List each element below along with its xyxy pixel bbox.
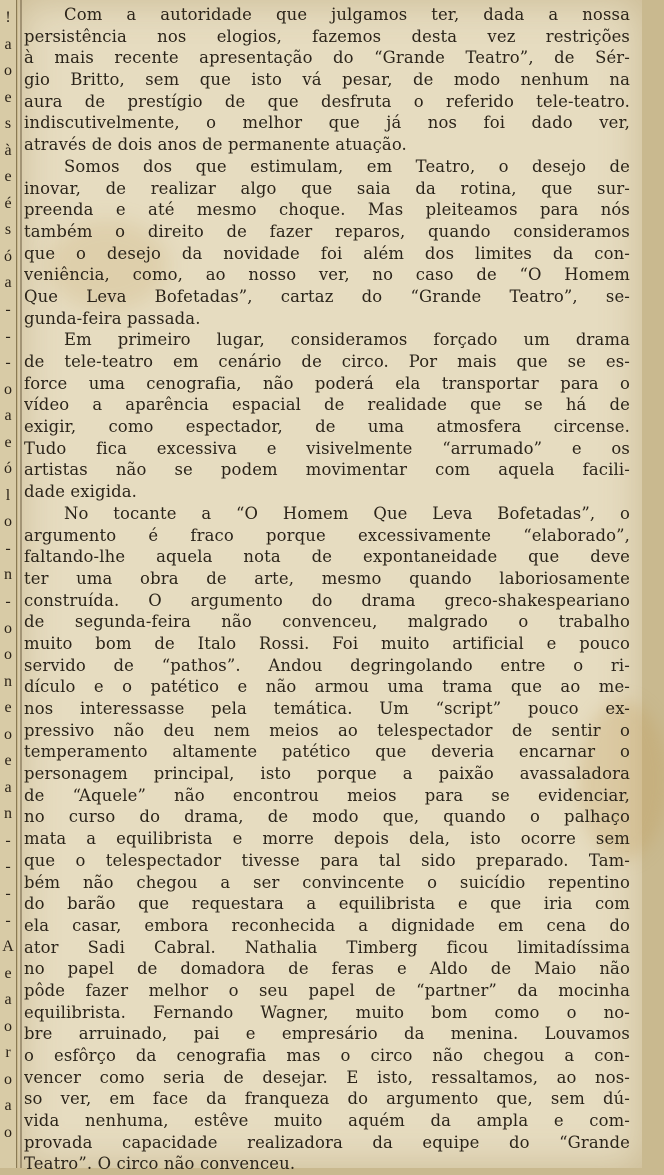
article-line: Que Leva Bofetadas”, cartaz do “Grande Teatro”, se-: [24, 286, 630, 306]
article-line: pressivo não deu nem meios ao telespectador de sentir o: [24, 720, 630, 740]
article-line: Teatro”. O circo não convenceu.: [24, 1154, 296, 1174]
column-fragment-char: n: [4, 566, 12, 583]
article-line: equilibrista. Fernando Wagner, muito bom como o no-: [24, 1002, 630, 1022]
column-fragment-char: -: [5, 832, 11, 849]
article-line: aura de prestígio de que desfruta o referido tele-teatro.: [24, 91, 630, 111]
article-line: o esfôrço da cenografia mas o circo não chegou a con-: [24, 1046, 630, 1065]
article-line: à mais recente apresentação do “Grande Teatro”, de Sér-: [24, 48, 630, 68]
column-fragment-char: -: [5, 912, 11, 929]
article-line: faltando-lhe aquela nota de expontaneidade que deve: [24, 547, 630, 567]
column-fragment-char: s: [4, 115, 12, 132]
article-line: vídeo a aparência espacial de realidade que se há de: [24, 395, 630, 415]
article-line: exigir, como espectador, de uma atmosfera circense.: [24, 417, 630, 437]
article-line: no papel de domadora de feras e Aldo de Maio não: [24, 959, 630, 979]
article-line: do barão que requestara a equilibrista e que iria com: [24, 894, 630, 914]
article-line: através de dois anos de permanente atuação.: [24, 135, 407, 155]
column-fragment-char: é: [4, 195, 12, 212]
adjacent-column-fragment: [0, 0, 17, 1168]
column-fragment-char: a: [4, 1097, 12, 1114]
article-line: muito bom de Italo Rossi. Foi muito artificial e pouco: [24, 633, 630, 653]
column-fragment-char: -: [5, 328, 11, 345]
article-line: Somos dos que estimulam, em Teatro, o desejo de: [64, 156, 630, 176]
article-line: ela casar, embora reconhecida a dignidade em cena do: [24, 915, 630, 935]
article-line: no curso do drama, de modo que, quando o palhaço: [24, 807, 630, 827]
article-line: gio Britto, sem que isto vá pesar, de modo nenhum na: [24, 70, 630, 90]
column-fragment-char: e: [4, 89, 12, 106]
article-line: personagem principal, isto porque a paixão avassaladora: [24, 764, 630, 784]
article-line: preenda e até mesmo choque. Mas pleiteamos para nós: [24, 200, 630, 220]
article-line: pôde fazer melhor o seu papel de “partner” da mocinha: [24, 980, 630, 1000]
article-line: Com a autoridade que julgamos ter, dada a nossa: [64, 5, 630, 24]
article-line: vencer como seria de desejar. E isto, ressaltamos, ao nos-: [24, 1067, 630, 1087]
column-fragment-char: -: [5, 885, 11, 902]
article-line: No tocante a “O Homem Que Leva Bofetadas”, o: [64, 503, 630, 523]
article-line: so ver, em face da franqueza do argumento que, sem dú-: [24, 1089, 630, 1109]
column-fragment-char: -: [5, 301, 11, 318]
article-line: gunda-feira passada.: [24, 308, 201, 328]
column-fragment-char: o: [4, 513, 12, 530]
article-line: nos interessasse pela temática. Um “script” pouco ex-: [24, 699, 630, 718]
column-fragment-char: a: [4, 779, 12, 796]
column-fragment-char: o: [4, 1124, 12, 1141]
column-fragment-char: e: [4, 965, 12, 982]
article-line: também o direito de fazer reparos, quando consideramos: [24, 221, 630, 241]
article-line: dade exigida.: [24, 482, 138, 502]
column-fragment-char: a: [4, 274, 12, 291]
column-fragment-char: !: [5, 9, 11, 26]
article-line: indiscutivelmente, o melhor que já nos foi dado ver,: [24, 113, 630, 133]
column-fragment-char: A: [2, 938, 14, 955]
article-line: vida nenhuma, estêve muito aquém da ampla e com-: [24, 1111, 630, 1131]
article-line: argumento é fraco porque excessivamente “elaborado”,: [24, 525, 630, 545]
article-line: mata a equilibrista e morre depois dela, isto ocorre sem: [24, 829, 630, 849]
column-fragment-char: o: [4, 646, 12, 663]
article-line: Tudo fica excessiva e visivelmente “arrumado” e os: [24, 438, 630, 458]
column-rule: [20, 0, 22, 1168]
column-fragment-char: o: [4, 620, 12, 637]
column-fragment-char: n: [4, 805, 12, 822]
column-fragment-char: o: [4, 726, 12, 743]
column-fragment-char: e: [4, 168, 12, 185]
article-body: [24, 4, 630, 1175]
column-fragment-char: o: [4, 62, 12, 79]
column-fragment-char: s: [4, 221, 12, 238]
column-fragment-char: -: [5, 858, 11, 875]
article-line: que o desejo da novidade foi além dos limites da con-: [24, 243, 630, 263]
article-line: de tele-teatro em cenário de circo. Por mais que se es-: [24, 352, 630, 371]
column-fragment-char: a: [4, 407, 12, 424]
column-fragment-char: r: [5, 1044, 11, 1061]
column-fragment-char: l: [5, 487, 11, 504]
article-line: de “Aquele” não encontrou meios para se evidenciar,: [24, 785, 630, 805]
column-fragment-char: ó: [4, 460, 12, 477]
article-line: servido de “pathos”. Andou degringolando entre o ri-: [24, 655, 630, 675]
column-fragment-char: a: [4, 991, 12, 1008]
column-fragment-char: e: [4, 752, 12, 769]
article-line: temperamento altamente patético que deveria encarnar o: [24, 742, 630, 762]
column-fragment-char: -: [5, 593, 11, 610]
article-line: veniência, como, ao nosso ver, no caso de “O Homem: [24, 265, 630, 285]
column-fragment-char: e: [4, 699, 12, 716]
article-line: force uma cenografia, não poderá ela transportar para o: [24, 373, 630, 393]
column-fragment-char: o: [4, 1071, 12, 1088]
article-line: artistas não se podem movimentar com aquela facili-: [24, 460, 630, 480]
article-line: ter uma obra de arte, mesmo quando laboriosamente: [24, 568, 630, 588]
article-line: bre arruinado, pai e empresário da menina. Louvamos: [24, 1024, 630, 1044]
column-fragment-char: n: [4, 673, 12, 690]
article-line: inovar, de realizar algo que saia da rotina, que sur-: [24, 178, 630, 198]
article-line: de segunda-feira não convenceu, malgrado o trabalho: [24, 612, 630, 632]
article-line: provada capacidade realizadora da equipe do “Grande: [24, 1132, 630, 1152]
column-fragment-char: o: [4, 381, 12, 398]
column-fragment-char: a: [4, 36, 12, 53]
article-line: persistência nos elogios, fazemos desta vez restrições: [24, 26, 630, 46]
article-line: dículo e o patético e não armou uma trama que ao me-: [24, 677, 630, 697]
column-fragment-char: ó: [4, 248, 12, 265]
article-line: ator Sadi Cabral. Nathalia Timberg ficou limitadíssima: [24, 937, 630, 957]
article-line: Em primeiro lugar, consideramos forçado um drama: [64, 330, 630, 350]
column-fragment-char: -: [5, 540, 11, 557]
article-line: construída. O argumento do drama greco-shakespeariano: [24, 590, 630, 610]
article-line: que o telespectador tivesse para tal sido preparado. Tam-: [24, 850, 630, 870]
column-fragment-char: -: [5, 354, 11, 371]
column-fragment-char: à: [4, 142, 12, 159]
article-line: bém não chegou a ser convincente o suicídio repentino: [24, 872, 630, 892]
column-fragment-char: o: [4, 1018, 12, 1035]
column-fragment-char: e: [4, 434, 12, 451]
